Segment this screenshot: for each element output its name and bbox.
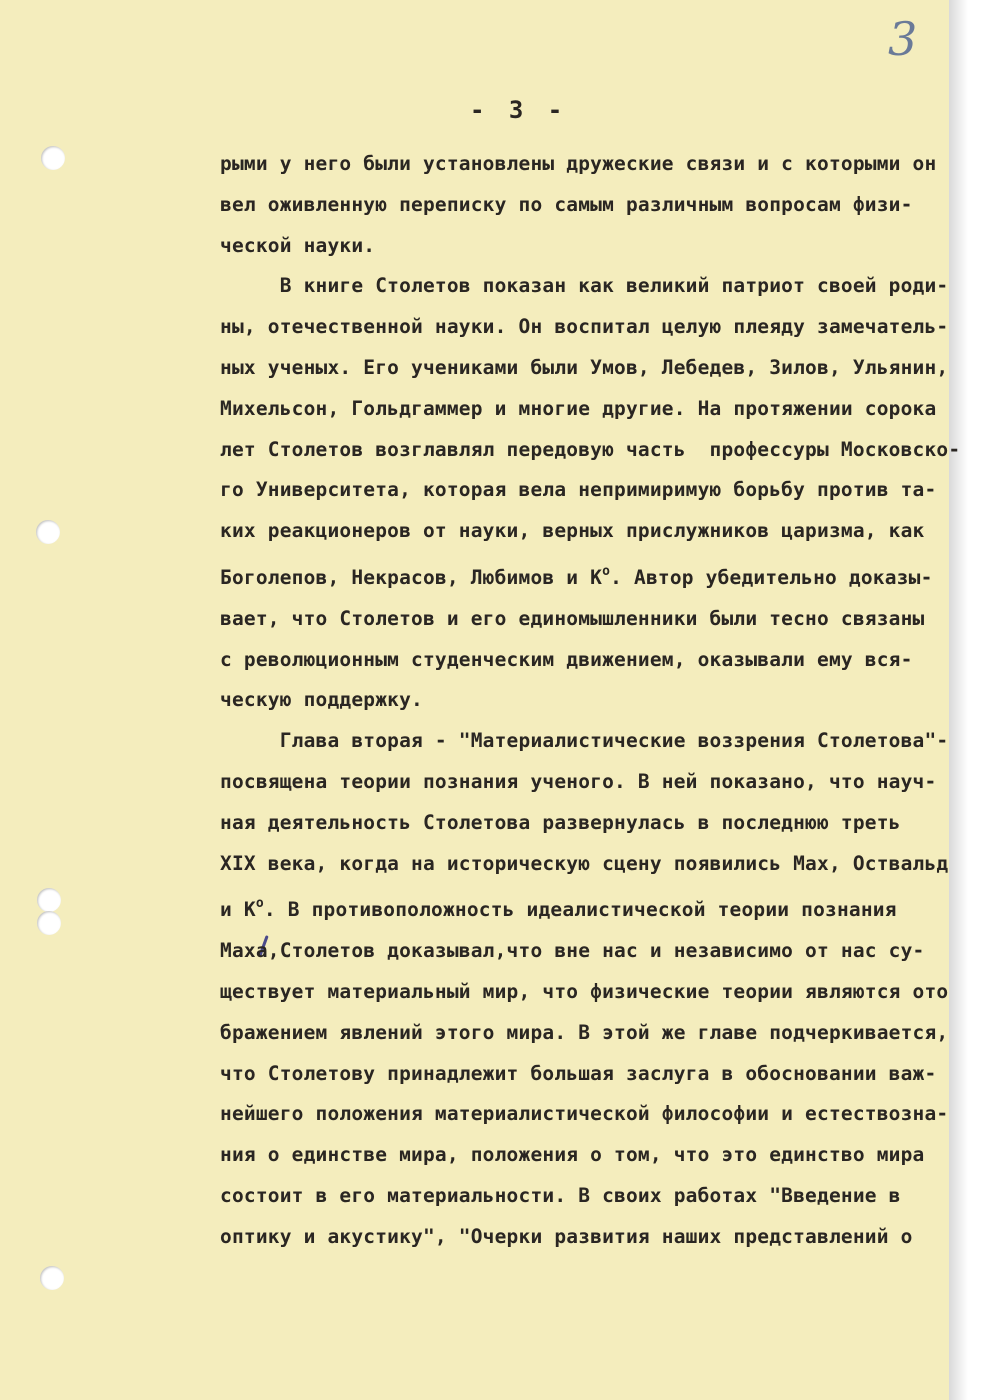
punch-hole [40, 1266, 64, 1290]
superscript: о [602, 563, 611, 579]
text-line: В книге Столетов показан как великий патриот своей роди- [220, 274, 949, 298]
punch-hole [37, 888, 61, 912]
text-segment: Боголепов, Некрасов, Любимов и К [220, 565, 603, 589]
text-line: состоит в его материальности. В своих работах "Введение в [220, 1183, 901, 1207]
body-text [220, 144, 968, 1258]
text-line: ществует материальный мир, что физические теории являются ото [220, 979, 949, 1003]
punch-hole [37, 911, 61, 935]
text-line: го Университета, которая вела непримиримую борьбу против та- [220, 478, 937, 502]
text-line: ная деятельность Столетова развернулась в последнюю треть [220, 810, 901, 834]
text-line [220, 552, 968, 599]
text-line: вел оживленную переписку по самым различным вопросам физи- [220, 192, 913, 216]
text-line: посвящена теории познания ученого. В ней показано, что науч- [220, 769, 937, 793]
text-line: бражением явлений этого мира. В этой же главе подчеркивается, [220, 1020, 949, 1044]
text-line: Михельсон, Гольдгаммер и многие другие. На протяжении сорока [220, 396, 937, 420]
page-header: - 3 - [470, 96, 568, 124]
text-line: с революционным студенческим движением, оказывали ему вся- [220, 647, 913, 671]
text-segment: . В противоположность идеалистической теории познания [263, 898, 897, 922]
text-segment: и К [220, 898, 256, 922]
text-line: нейшего положения материалистической философии и естествозна- [220, 1102, 949, 1126]
text-line: оптику и акустику", "Очерки развития наших представлений о [220, 1224, 913, 1248]
text-line: что Столетову принадлежит большая заслуга в обосновании важ- [220, 1061, 937, 1085]
text-line: рыми у него были установлены дружеские связи и с которыми он [220, 152, 937, 175]
punch-hole [36, 520, 60, 544]
text-line: лет Столетов возглавлял передовую часть профессуры Московско- [220, 437, 961, 461]
text-line: вает, что Столетов и его единомышленники были тесно связаны [220, 606, 925, 630]
text-line: ных ученых. Его учениками были Умов, Лебедев, Зилов, Ульянин, [220, 355, 949, 379]
text-line: XIX века, когда на историческую сцену появились Мах, Оствальд [220, 851, 949, 875]
text-line: ния о единстве мира, положения о том, что это единство мира [220, 1143, 925, 1167]
text-segment: . Автор убедительно доказы- [610, 565, 933, 589]
text-line: ческую поддержку. [220, 688, 423, 712]
handwritten-page-number: 3 [888, 12, 918, 66]
text-line: Маха,Столетов доказывал,что вне нас и независимо от нас су- [220, 939, 925, 963]
text-line: Глава вторая - "Материалистические воззрения Столетова"- [220, 729, 949, 753]
text-line: ческой науки. [220, 233, 376, 257]
superscript: о [255, 896, 264, 912]
text-line: ны, отечественной науки. Он воспитал целую плеяду замечатель- [220, 315, 949, 339]
text-line: ких реакционеров от науки, верных прислужников царизма, как [220, 519, 925, 543]
punch-hole [41, 146, 65, 170]
text-line [220, 884, 968, 931]
